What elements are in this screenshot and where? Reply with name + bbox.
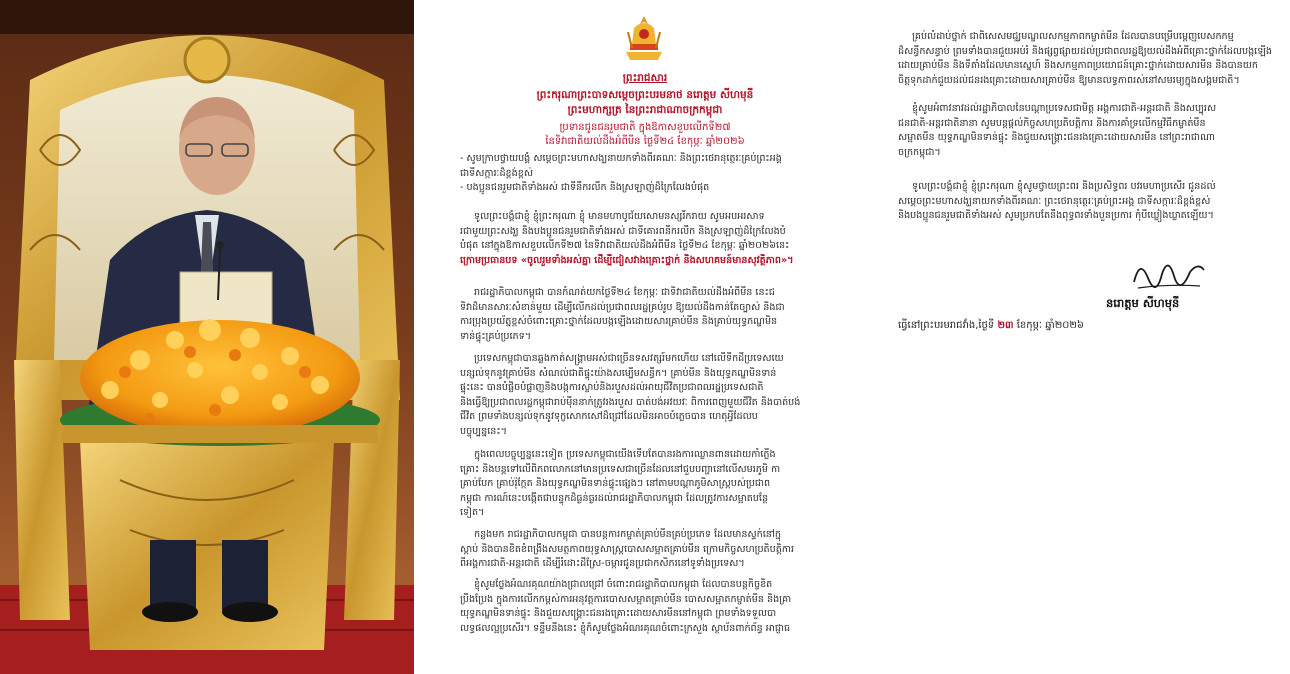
paragraph-line: សម្អាតមីន យុទ្ធភណ្ឌមិនទាន់ផ្ទុះ និងជួយសង្គ្រោះជនរងគ្រោះដោយសារមីន នៅព្រះរាជាណា (898, 132, 1215, 143)
paragraph-line: ទូលព្រះបង្គំជាខ្ញុំ ខ្ញុំព្រះករុណា ខ្ញុំ មានមហាបូជ័យសោមនស្សរីករាយ សូមអបអរសាទ (474, 211, 765, 222)
paragraph-line: ខ្ញុំសូមអំពាវនាវដល់រដ្ឋាភិបាលនៃបណ្តាប្រទេសជាមិត្ត អង្គការជាតិ-អន្តរជាតិ និងសប្បុរស (912, 103, 1217, 114)
letter-occasion: ប្រទានជូនជនរួមជាតិ ក្នុងឱកាសខួបលើកទី២៧ (559, 122, 731, 133)
paragraph-line: ទៀត។ (460, 507, 485, 518)
signature-mark (1128, 248, 1208, 292)
paragraph-line: កម្ពុជា ការណ៍នេះបង្កើតជាបន្ទុកដ៏ធ្ងន់ធ្ងរដល់រាជរដ្ឋាភិបាលកម្ពុជា ដែលត្រូវការសម្អាតបន្ថែ (460, 492, 769, 504)
paragraph-line: កន្លងមក រាជរដ្ឋាភិបាលកម្ពុជា បានបន្តការកម្ចាត់គ្រាប់មីនគ្រប់ប្រភេទ ដែលមានស្ទក់នៅក្នុ (474, 529, 781, 540)
paragraph-line: ចិត្តទុកដាក់ជួយដល់ជនរងគ្រោះដោយសារគ្រាប់មីន ឱ្យមានលទ្ធភាពរស់នៅសមរម្យក្នុងសង្គមជាតិ។ (898, 74, 1240, 86)
letter-paragraph (460, 448, 856, 521)
paragraph-line: ពីអង្គការជាតិ-អន្តរជាតិ ដើម្បីរំដោះដីស្រែ-ចម្ការជូនប្រជាកសិករនៅទូទាំងប្រទេស។ (460, 558, 745, 569)
paragraph-line: ស្ដាប់ និងបានខិតខំពង្រឹងសមត្ថភាពយុទ្ធសាស្ត្របោសសម្អាតគ្រាប់មីន ក្រោមកិច្ចសហប្រតិបត្តិការ (460, 543, 795, 555)
paragraph-line: ចក្រកម្ពុជា។ (898, 146, 941, 158)
letter-paragraph (460, 210, 856, 268)
letter-paragraph (898, 30, 1286, 88)
paragraph-line: ប្រឹងប្រែង ក្នុងការលើកកម្ពស់ការអនុវត្តការបោសសម្អាតគ្រាប់មីន បោសសម្អាតកម្ចាត់មីន និងគ្រា (460, 593, 792, 605)
paragraph-line: ជាទីសក្ការៈដ៏ខ្ពង់ខ្ពស់ (460, 167, 533, 179)
paragraph-line: ក្នុងពេលបច្ចុប្បន្ននេះទៀត ប្រទេសកម្ពុជាយើងទើបតែបានរងការឈ្លានពានដោយកាំភ្លើង (474, 449, 776, 460)
paragraph-line: ទិវាដ៏មានសារៈសំខាន់មួយ ដើម្បីលើកដល់ប្រជាពលរដ្ឋគ្រប់រូប ឱ្យយល់ដឹងកាន់តែច្បាស់ និងជា (460, 301, 785, 313)
paragraph-line: បច្ចុប្បន្ននេះ។ (460, 425, 507, 437)
letter-paragraph (460, 578, 856, 636)
date-suffix: ខែកុម្ភៈ ឆ្នាំ២០២៦ (1016, 320, 1085, 331)
letter-date (898, 318, 1084, 333)
paragraph-line: បន្សល់ទុកនូវគ្រាប់មីន សំណល់ជាតិផ្ទុះយ៉ាងសម្បើមសន្ធឹក។ គ្រាប់មីន និងយុទ្ធភណ្ឌមិនទាន់ (460, 367, 777, 379)
paragraph-line: ដ៏សន្ធឹកសន្ធាប់ ព្រមទាំងបានជួយអប់រំ និងផ្សព្វផ្សាយដល់ប្រជាពលរដ្ឋឱ្យយល់ដឹងអំពីគ្រោះថ្នាក់ដែលបង្កឡើង (898, 45, 1272, 57)
letter-title: ព្រះរាជសារ (622, 72, 668, 84)
paragraph-line: គ្រោះ និងបន្តទៅលើពិភពលោកនៅមានប្រទេសជាច្រើនដែលនៅជួបបញ្ហានៅលើសមរភូមិ កា (460, 463, 781, 475)
paragraph-line: ជនជាតិ-អន្តរជាតិនានា សូមបន្តផ្តល់កិច្ចសហប្រតិបត្តិការ និងការគាំទ្រលើកម្មវិធីកម្ចាត់មីន (898, 117, 1206, 129)
paragraph-line: ប្រទេសកម្ពុជាបានឆ្លងកាត់សង្គ្រាមអស់ជាច្រើនទសវត្សរ៍មកហើយ នៅលើទឹកដីប្រទេសយេ (474, 353, 784, 364)
letter-paragraph (460, 152, 856, 196)
paragraph-line: រាជរដ្ឋាភិបាលកម្ពុជា បានកំណត់យកថ្ងៃទី២៤ ខែកុម្ភៈ ជាទិវាជាតិយល់ដឹងអំពីមីន នេះជ (474, 287, 775, 298)
paragraph-line: គ្រប់លំដាប់ថ្នាក់ ជាពិសេសមជ្ឈមណ្ឌលសកម្មភាពកម្ចាត់មីន ដែលបានបម្រើបម្ពេញបេសកកម្ម (912, 31, 1234, 42)
date-prefix: ធ្វើនៅព្រះបរមរាជវាំង,ថ្ងៃទី (898, 320, 995, 331)
paragraph-line: ខ្ញុំសូមថ្លែងអំណរគុណយ៉ាងជ្រាលជ្រៅ ចំពោះរាជរដ្ឋាភិបាលកម្ពុជា ដែលបានបន្តកិច្ចខិត (474, 579, 773, 590)
letter-paragraph (460, 286, 856, 344)
paragraph-line: ជីវិត ព្រមទាំងបន្សល់ទុកនូវទុក្ខសោកសៅដ៏ជ្រៅដែលមិនអាចបំភ្លេចបាន ហេតុអ្វីដែលប (460, 411, 758, 422)
royal-emblem-icon (620, 14, 668, 62)
signatory-name: នរោត្តម សីហមុនី (1106, 296, 1180, 310)
letter-page-1 (420, 0, 870, 674)
paragraph-line: ទូលព្រះបង្គំជាខ្ញុំ ខ្ញុំព្រះករុណា ខ្ញុំសូមថ្វាយព្រះពរ និងប្រសិទ្ធពរ បវរមហាប្រសើរ ជូនដល់ (912, 181, 1216, 192)
paragraph-line: យុទ្ធភណ្ឌមិនទាន់ផ្ទុះ និងជួយសង្គ្រោះជនរងគ្រោះដោយសារមីននៅកម្ពុជា ព្រមទាំងទទួលបា (460, 608, 777, 619)
paragraph-line: គ្រាប់បែក គ្រាប់រ៉ុក្កែត និងយុទ្ធភណ្ឌមិនទាន់ផ្ទុះផ្សេងៗ នៅតាមបណ្តាភូមិសាស្ត្របស់ប្រជាព (460, 478, 771, 489)
letter-paragraph (898, 180, 1286, 224)
paragraph-line: និងធ្វើឱ្យប្រជាពលរដ្ឋកម្ពុជារាប់ម៉ឺននាក់ត្រូវរងរបួស បាត់បង់អវយវៈ ពិការពេញមួយជីវិត និងបាត់បង់ (460, 396, 801, 408)
king-photo (0, 0, 414, 674)
letter-occasion-date: នៃទិវាជាតិយល់ដឹងអំពីមីន ថ្ងៃទី២៤ ខែកុម្ភៈ ឆ្នាំ២០២៦ (545, 136, 745, 147)
photo-scene (0, 0, 414, 674)
letter-sender-title: ព្រះមហាក្សត្រ នៃព្រះរាជាណាចក្រកម្ពុជា (567, 104, 723, 116)
paragraph-line: - បងប្អូនជនរួមជាតិទាំងអស់ ជាទីនឹករលឹក និងស្រឡាញ់ដ៏ក្រៃលែងបំផុត (460, 182, 710, 193)
letter-page-2 (878, 0, 1290, 674)
date-day: ២៣ (997, 320, 1014, 331)
paragraph-line: និងបងប្អូនជនរួមជាតិទាំងអស់ សូមប្រកបតែនឹងពុទ្ធពរទាំងបួនប្រការ កុំបីឃ្លៀងឃ្លាតឡើយ។ (898, 210, 1214, 221)
paragraph-line: រជាមួយព្រះសង្ឃ និងបងប្អូនជនរួមជាតិទាំងអស់ ជាទីគោរពនឹករលឹក និងស្រឡាញ់ដ៏ក្រៃលែងបំ (460, 225, 786, 237)
letter-sender: ព្រះករុណាព្រះបាទសម្តេចព្រះបរមនាថ នរោត្តម សីហមុនី (536, 89, 754, 101)
paragraph-line: លទ្ធផលល្អប្រសើរ។ ទន្ទឹមនឹងនេះ ខ្ញុំក៏សូមថ្លែងអំណរគុណចំពោះក្រសួង ស្ថាប័នពាក់ព័ន្ធ អាជ្ញាធ (460, 622, 791, 634)
paragraph-line: ក្រោមប្រធានបទ «ចូលរួមទាំងអស់គ្នា ដើម្បីជៀសវាងគ្រោះថ្នាក់ និងសហគមន៍មានសុវត្ថិភាព»។ (460, 254, 794, 266)
letter-paragraph (898, 102, 1286, 160)
letter-paragraph (460, 528, 856, 572)
letter-paragraph (460, 352, 856, 439)
paragraph-line: - សូមក្រាបថ្វាយបង្គំ សម្តេចព្រះមហាសង្ឃនាយកទាំងពីរគណៈ និងព្រះថេរានុត្ថេរៈគ្រប់ព្រះអង្គ (460, 153, 782, 164)
paragraph-line: ផ្ទុះនេះ បានបំផ្លិចបំផ្លាញនិងបង្កការស្លាប់និងរបួសដល់អាយុជីវិតប្រជាពលរដ្ឋប្រទេសជាតិ (460, 382, 764, 393)
paragraph-line: ការប្រុងប្រយ័ត្នខ្ពស់ចំពោះគ្រោះថ្នាក់ដែលបង្កឡើងដោយសារគ្រាប់មីន និងគ្រាប់យុទ្ធភណ្ឌមិន (460, 316, 778, 327)
paragraph-line: សម្តេចព្រះមហាសង្ឃនាយកទាំងពីរគណៈ ព្រះថេរានុត្ថេរៈគ្រប់ព្រះអង្គ ជាទីសក្ការៈដ៏ខ្ពង់ខ្ពស់ (898, 195, 1211, 207)
paragraph-line: បំផុត នៅក្នុងឱកាសខួបលើកទី២៧ នៃទិវាជាតិយល់ដឹងអំពីមីន ថ្ងៃទី២៤ ខែកុម្ភៈ ឆ្នាំ២០២៦នេះ (460, 240, 790, 251)
paragraph-line: ទាន់ផ្ទុះគ្រប់ប្រភេទ។ (460, 330, 532, 342)
paragraph-line: ដោយគ្រាប់មីន និងទីតាំងដែលមានស្នេហ៍ និងសកម្មភាពប្រយោជន៍គ្រោះថ្នាក់ដោយសារមីន និងបានយក (898, 60, 1258, 71)
